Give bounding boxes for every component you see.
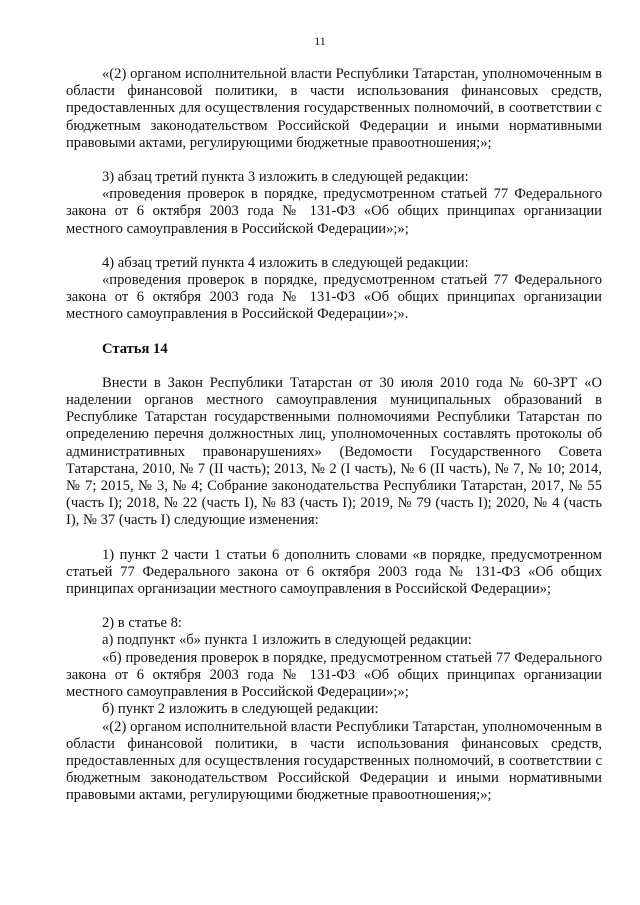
paragraph: а) подпункт «б» пункта 1 изложить в следующей редакции: — [102, 632, 472, 649]
paragraph-spacer — [66, 238, 602, 255]
paragraph: 3) абзац третий пункта 3 изложить в следующей редакции: — [102, 169, 469, 186]
paragraph: б) пункт 2 изложить в следующей редакции: — [102, 701, 379, 718]
article-heading: Статья 14 — [102, 340, 168, 357]
paragraph: «проведения проверок в порядке, предусмотренном статьей 77 Федерального закона от 6 октября 2003 года № 131-ФЗ «Об общих принципах организации местного самоуправления в Российской Федерации»;». — [66, 272, 602, 323]
paragraph-spacer — [66, 530, 602, 547]
paragraph: Внести в Закон Республики Татарстан от 30 июля 2010 года № 60-ЗРТ «О наделении органов местного самоуправления муниципальных образований в Республике Татарстан государственными полномочиями Республики Татарстан по определению перечня должностных лиц, уполномоченных составлять протоколы об административных правонарушениях» (Ведомости Государственного Совета Татарстана, 2010, № 7 (II часть); 2013, № 2 (I часть), № 6 (II часть), № 7, № 10; 2014, № 7; 2015, № 3, № 4; Собрание законодательства Республики Татарстан, 2017, № 55 (часть I); 2018, № 22 (часть I), № 83 (часть I); 2019, № 79 (часть I); 2020, № 4 (часть I), № 37 (часть I) следующие изменения: — [66, 374, 602, 529]
paragraph: «(2) органом исполнительной власти Республики Татарстан, уполномоченным в области финансовой политики, в части использования финансовых средств, предоставленных для осуществления государственных полномочий, в соответствии с бюджетным законодательством Российской Федерации и иными нормативными правовыми актами, регулирующими бюджетные правоотношения;»; — [66, 718, 602, 804]
paragraph-spacer — [66, 598, 602, 615]
paragraph: 1) пункт 2 части 1 статьи 6 дополнить словами «в порядке, предусмотренном статьей 77 Федерального закона от 6 октября 2003 года № 131-ФЗ «Об общих принципах организации местного самоуправления в Российской Федерации»; — [66, 546, 602, 598]
paragraph-spacer — [66, 358, 602, 375]
document-body — [66, 66, 602, 805]
paragraph: «проведения проверок в порядке, предусмотренном статьей 77 Федерального закона от 6 октября 2003 года № 131-ФЗ «Об общих принципах организации местного самоуправления в Российской Федерации»;»; — [66, 186, 602, 237]
paragraph: 4) абзац третий пункта 4 изложить в следующей редакции: — [102, 254, 469, 271]
paragraph-spacer — [66, 152, 602, 169]
paragraph-spacer — [66, 324, 602, 341]
page-number: 11 — [314, 34, 326, 48]
paragraph: 2) в статье 8: — [102, 615, 182, 632]
paragraph: «б) проведения проверок в порядке, предусмотренном статьей 77 Федерального закона от 6 октября 2003 года № 131-ФЗ «Об общих принципах организации местного самоуправления в Российской Федерации»;»; — [66, 649, 602, 701]
paragraph: «(2) органом исполнительной власти Республики Татарстан, уполномоченным в области финансовой политики, в части использования финансовых средств, предоставленных для осуществления государственных полномочий, в соответствии с бюджетным законодательством Российской Федерации и иными нормативными правовыми актами, регулирующими бюджетные правоотношения;»; — [66, 66, 602, 151]
